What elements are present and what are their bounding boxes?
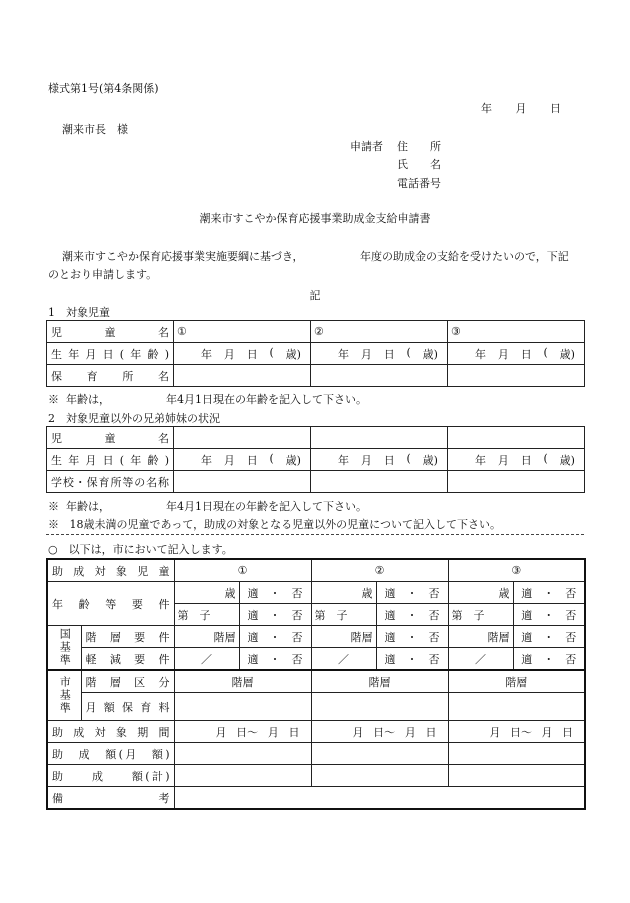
fee-cell bbox=[311, 693, 448, 721]
table-row bbox=[47, 765, 585, 787]
note1: ※ 年齢は， 年4月1日現在の年齢を記入して下さい。 bbox=[48, 393, 367, 406]
amount-cell bbox=[174, 743, 311, 765]
tier-cell: 階層 bbox=[311, 626, 376, 648]
name-label: 氏 名 bbox=[397, 158, 441, 171]
address-label: 住 所 bbox=[397, 140, 441, 153]
amount-cell bbox=[448, 765, 585, 787]
section1-heading: 1 対象児童 bbox=[48, 306, 110, 319]
section3-heading: ○ 以下は，市において記入します。 bbox=[48, 543, 233, 556]
child-name-label: 児 童 名 bbox=[47, 321, 174, 343]
birth-order-cell: 第 子 bbox=[174, 604, 239, 626]
section2-heading: 2 対象児童以外の兄弟姉妹の状況 bbox=[48, 412, 220, 425]
remarks-label: 備 考 bbox=[47, 787, 174, 810]
shi-label: 市基準 bbox=[47, 670, 81, 721]
nursery-label: 保 育 所 名 bbox=[47, 365, 174, 387]
tier-div-cell: 階層 bbox=[174, 670, 311, 693]
note2: ※ 年齢は， 年4月1日現在の年齢を記入して下さい。 bbox=[48, 500, 367, 513]
period-label: 助成対象期間 bbox=[47, 721, 174, 743]
table-row bbox=[47, 743, 585, 765]
year-label: 年 bbox=[481, 102, 492, 115]
table-row bbox=[47, 693, 585, 721]
amount-cell bbox=[311, 765, 448, 787]
table-row bbox=[47, 321, 585, 343]
amount-month-label: 助 成 額(月 額) bbox=[47, 743, 174, 765]
child-col-3: ③ bbox=[448, 321, 585, 343]
phone-label: 電話番号 bbox=[397, 177, 441, 190]
month-label: 月 bbox=[515, 102, 527, 115]
remarks-cell bbox=[174, 787, 585, 810]
kuni-label: 国基準 bbox=[47, 626, 81, 671]
age-req-label: 年齢等要件 bbox=[47, 582, 174, 626]
dob-cell: 年 月 日 ( 歳) bbox=[174, 343, 311, 365]
ok-ng: 適 ・ 否 bbox=[376, 604, 448, 626]
age-cell: 歳 bbox=[311, 582, 376, 604]
age-cell: 歳 bbox=[448, 582, 513, 604]
table-row bbox=[47, 626, 585, 648]
birth-order-cell: 第 子 bbox=[448, 604, 513, 626]
form-number: 様式第1号(第4条関係) bbox=[48, 82, 159, 95]
ok-ng: 適 ・ 否 bbox=[513, 626, 585, 648]
tier-cell: 階層 bbox=[174, 626, 239, 648]
school-cell bbox=[311, 471, 448, 493]
dob-cell: 年 月 日 ( 歳) bbox=[311, 449, 448, 471]
table-row bbox=[47, 721, 585, 743]
table-row bbox=[47, 582, 585, 604]
ok-ng: 適 ・ 否 bbox=[513, 648, 585, 671]
date-line bbox=[481, 100, 561, 116]
table-row bbox=[47, 343, 585, 365]
sibling-dob-label: 生年月日(年齢) bbox=[47, 449, 174, 471]
tier-cell: 階層 bbox=[448, 626, 513, 648]
dob-cell: 年 月 日 ( 歳) bbox=[448, 343, 585, 365]
ok-ng: 適 ・ 否 bbox=[239, 626, 311, 648]
ok-ng: 適 ・ 否 bbox=[376, 626, 448, 648]
target-child-table bbox=[46, 320, 585, 387]
sibling-cell bbox=[448, 427, 585, 449]
fee-cell bbox=[448, 693, 585, 721]
sibling-cell bbox=[174, 427, 311, 449]
addressee: 潮来市長 様 bbox=[62, 123, 128, 136]
tier-div-cell: 階層 bbox=[448, 670, 585, 693]
dob-cell: 年 月 日 ( 歳) bbox=[311, 343, 448, 365]
school-label: 学校・保育所等の名称 bbox=[47, 471, 174, 493]
office-col-3: ③ bbox=[448, 559, 585, 582]
child-col-1: ① bbox=[174, 321, 311, 343]
siblings-table bbox=[46, 426, 585, 493]
table-row bbox=[47, 670, 585, 693]
school-cell bbox=[448, 471, 585, 493]
period-cell: 月 日〜 月 日 bbox=[174, 721, 311, 743]
body-line1-b: 年度の助成金の支給を受けたいので，下記 bbox=[360, 250, 569, 263]
table-row bbox=[47, 787, 585, 810]
tier-div-cell: 階層 bbox=[311, 670, 448, 693]
nursery-cell bbox=[448, 365, 585, 387]
period-cell: 月 日〜 月 日 bbox=[448, 721, 585, 743]
birth-order-cell: 第 子 bbox=[311, 604, 376, 626]
ok-ng: 適 ・ 否 bbox=[376, 648, 448, 671]
nursery-cell bbox=[311, 365, 448, 387]
ok-ng: 適 ・ 否 bbox=[376, 582, 448, 604]
amount-cell bbox=[311, 743, 448, 765]
ok-ng: 適 ・ 否 bbox=[239, 604, 311, 626]
school-cell bbox=[174, 471, 311, 493]
monthly-fee-label: 月額保育料 bbox=[81, 693, 174, 721]
dob-label: 生年月日(年齢) bbox=[47, 343, 174, 365]
day-label: 日 bbox=[550, 102, 561, 115]
slash-cell: ／ bbox=[311, 648, 376, 671]
child-col-2: ② bbox=[311, 321, 448, 343]
age-cell: 歳 bbox=[174, 582, 239, 604]
fee-cell bbox=[174, 693, 311, 721]
amount-cell bbox=[174, 765, 311, 787]
target-label: 助成対象児童 bbox=[47, 559, 174, 582]
reduce-req-label: 軽減要件 bbox=[81, 648, 174, 671]
table-row bbox=[47, 559, 585, 582]
table-row bbox=[47, 471, 585, 493]
body-line2: のとおり申請します。 bbox=[48, 268, 158, 281]
office-use-table bbox=[46, 558, 586, 810]
ki-label: 記 bbox=[309, 289, 321, 302]
slash-cell: ／ bbox=[174, 648, 239, 671]
slash-cell: ／ bbox=[448, 648, 513, 671]
period-cell: 月 日〜 月 日 bbox=[311, 721, 448, 743]
note3: ※ 18歳未満の児童であって，助成の対象となる児童以外の児童について記入して下さい。 bbox=[48, 518, 501, 531]
ok-ng: 適 ・ 否 bbox=[513, 604, 585, 626]
divider bbox=[46, 534, 584, 535]
sibling-name-label: 児 童 名 bbox=[47, 427, 174, 449]
sibling-cell bbox=[311, 427, 448, 449]
tier-div-label: 階層区分 bbox=[81, 670, 174, 693]
ok-ng: 適 ・ 否 bbox=[239, 582, 311, 604]
applicant-label: 申請者 bbox=[350, 140, 383, 153]
table-row bbox=[47, 427, 585, 449]
office-col-1: ① bbox=[174, 559, 311, 582]
table-row bbox=[47, 449, 585, 471]
amount-total-label: 助 成 額(計) bbox=[47, 765, 174, 787]
table-row bbox=[47, 648, 585, 671]
amount-cell bbox=[448, 743, 585, 765]
ok-ng: 適 ・ 否 bbox=[239, 648, 311, 671]
table-row bbox=[47, 365, 585, 387]
document-title: 潮来市すこやか保育応援事業助成金支給申請書 bbox=[199, 212, 431, 225]
body-line1-a: 潮来市すこやか保育応援事業実施要綱に基づき， bbox=[62, 250, 304, 263]
dob-cell: 年 月 日 ( 歳) bbox=[174, 449, 311, 471]
nursery-cell bbox=[174, 365, 311, 387]
ok-ng: 適 ・ 否 bbox=[513, 582, 585, 604]
tier-req-label: 階層要件 bbox=[81, 626, 174, 648]
dob-cell: 年 月 日 ( 歳) bbox=[448, 449, 585, 471]
office-col-2: ② bbox=[311, 559, 448, 582]
